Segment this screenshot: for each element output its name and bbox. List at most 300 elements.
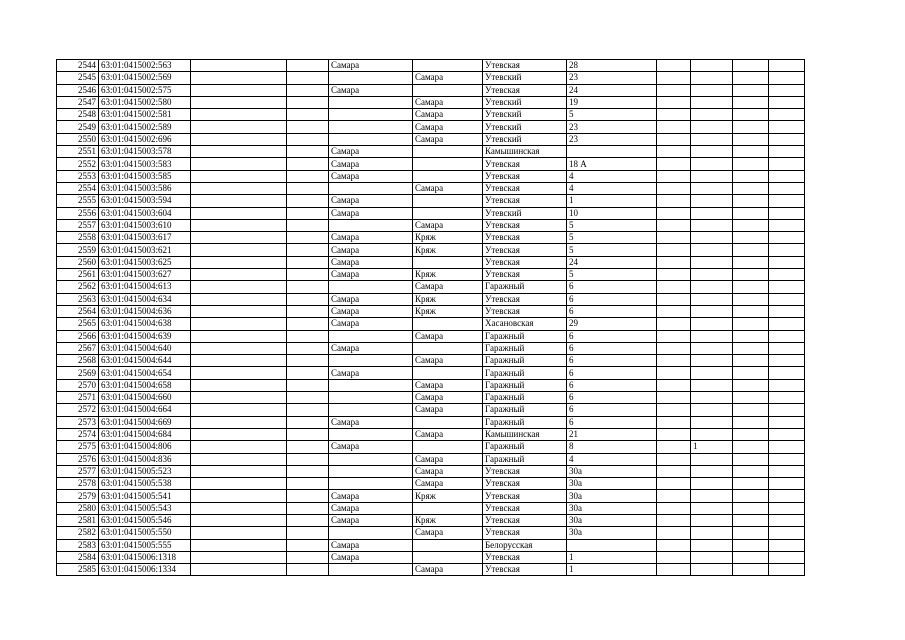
extra-cell: [691, 146, 733, 158]
city-cell: [329, 182, 413, 194]
empty-cell: [657, 539, 691, 551]
extra-cell: [691, 379, 733, 391]
house-cell: 6: [567, 305, 657, 317]
empty-cell: [733, 109, 769, 121]
empty-cell: [287, 133, 329, 145]
empty-cell: [191, 219, 287, 231]
empty-cell: [733, 527, 769, 539]
city-cell: [329, 564, 413, 576]
row-number: 2568: [57, 355, 99, 367]
table-row: [57, 256, 805, 268]
empty-cell: [733, 232, 769, 244]
cadastral-number: 63:01:0415002:563: [99, 60, 191, 72]
empty-cell: [657, 527, 691, 539]
empty-cell: [733, 465, 769, 477]
table-row: [57, 465, 805, 477]
empty-cell: [191, 158, 287, 170]
empty-cell: [733, 514, 769, 526]
extra-cell: [691, 72, 733, 84]
cadastral-number: 63:01:0415004:639: [99, 330, 191, 342]
street-cell: Гаражный: [483, 392, 567, 404]
extra-cell: [691, 551, 733, 563]
empty-cell: [657, 416, 691, 428]
empty-cell: [733, 219, 769, 231]
extra-cell: [691, 232, 733, 244]
cadastral-number: 63:01:0415005:546: [99, 514, 191, 526]
empty-cell: [287, 564, 329, 576]
empty-cell: [191, 416, 287, 428]
house-cell: 6: [567, 416, 657, 428]
extra-cell: [691, 195, 733, 207]
extra-cell: [691, 318, 733, 330]
city-alt-cell: [413, 318, 483, 330]
empty-cell: [657, 502, 691, 514]
cadastral-number: 63:01:0415002:569: [99, 72, 191, 84]
extra-cell: [691, 564, 733, 576]
city-alt-cell: Самара: [413, 465, 483, 477]
city-alt-cell: Самара: [413, 281, 483, 293]
extra-cell: [691, 416, 733, 428]
row-number: 2544: [57, 60, 99, 72]
house-cell: 5: [567, 244, 657, 256]
table-row: [57, 428, 805, 440]
empty-cell: [287, 465, 329, 477]
city-alt-cell: Самара: [413, 564, 483, 576]
empty-cell: [657, 232, 691, 244]
city-alt-cell: [413, 60, 483, 72]
house-cell: 30а: [567, 514, 657, 526]
city-cell: [329, 72, 413, 84]
empty-cell: [191, 121, 287, 133]
city-alt-cell: [413, 551, 483, 563]
empty-cell: [769, 465, 805, 477]
table-row: [57, 219, 805, 231]
empty-cell: [769, 502, 805, 514]
city-cell: [329, 453, 413, 465]
city-cell: Самара: [329, 256, 413, 268]
street-cell: Утевская: [483, 256, 567, 268]
empty-cell: [657, 244, 691, 256]
city-alt-cell: Самара: [413, 379, 483, 391]
cadastral-number: 63:01:0415004:669: [99, 416, 191, 428]
extra-cell: [691, 527, 733, 539]
house-cell: 19: [567, 96, 657, 108]
extra-cell: [691, 182, 733, 194]
table-row: [57, 293, 805, 305]
empty-cell: [287, 109, 329, 121]
empty-cell: [733, 392, 769, 404]
house-cell: 5: [567, 109, 657, 121]
house-cell: 6: [567, 379, 657, 391]
empty-cell: [287, 232, 329, 244]
empty-cell: [657, 269, 691, 281]
city-alt-cell: Самара: [413, 219, 483, 231]
extra-cell: [691, 330, 733, 342]
row-number: 2567: [57, 342, 99, 354]
house-cell: 8: [567, 441, 657, 453]
empty-cell: [769, 232, 805, 244]
empty-cell: [733, 551, 769, 563]
empty-cell: [733, 281, 769, 293]
row-number: 2570: [57, 379, 99, 391]
empty-cell: [191, 305, 287, 317]
empty-cell: [733, 84, 769, 96]
empty-cell: [287, 195, 329, 207]
empty-cell: [733, 330, 769, 342]
street-cell: Утевская: [483, 244, 567, 256]
table-row: [57, 305, 805, 317]
street-cell: Утевская: [483, 564, 567, 576]
cadastral-number: 63:01:0415004:634: [99, 293, 191, 305]
empty-cell: [769, 453, 805, 465]
empty-cell: [733, 72, 769, 84]
city-alt-cell: [413, 502, 483, 514]
street-cell: Утевская: [483, 219, 567, 231]
house-cell: 6: [567, 355, 657, 367]
cadastral-number: 63:01:0415003:578: [99, 146, 191, 158]
empty-cell: [733, 416, 769, 428]
street-cell: Утевский: [483, 96, 567, 108]
house-cell: 1: [567, 195, 657, 207]
city-cell: Самара: [329, 146, 413, 158]
empty-cell: [191, 367, 287, 379]
house-cell: 30а: [567, 502, 657, 514]
empty-cell: [287, 293, 329, 305]
empty-cell: [191, 256, 287, 268]
house-cell: 28: [567, 60, 657, 72]
table-row: [57, 490, 805, 502]
city-alt-cell: Самара: [413, 404, 483, 416]
empty-cell: [769, 84, 805, 96]
empty-cell: [287, 72, 329, 84]
cadastral-number: 63:01:0415004:684: [99, 428, 191, 440]
city-alt-cell: Самара: [413, 478, 483, 490]
cadastral-number: 63:01:0415006:1318: [99, 551, 191, 563]
city-cell: Самара: [329, 514, 413, 526]
row-number: 2581: [57, 514, 99, 526]
empty-cell: [191, 207, 287, 219]
city-cell: Самара: [329, 416, 413, 428]
empty-cell: [191, 527, 287, 539]
city-cell: Самара: [329, 502, 413, 514]
table-row: [57, 146, 805, 158]
empty-cell: [769, 293, 805, 305]
empty-cell: [769, 72, 805, 84]
empty-cell: [769, 121, 805, 133]
empty-cell: [191, 502, 287, 514]
street-cell: Утевский: [483, 72, 567, 84]
row-number: 2569: [57, 367, 99, 379]
empty-cell: [733, 453, 769, 465]
house-cell: 21: [567, 428, 657, 440]
empty-cell: [191, 195, 287, 207]
extra-cell: [691, 170, 733, 182]
cadastral-number: 63:01:0415005:523: [99, 465, 191, 477]
table-row: [57, 60, 805, 72]
city-alt-cell: Самара: [413, 121, 483, 133]
empty-cell: [657, 96, 691, 108]
street-cell: Утевская: [483, 60, 567, 72]
table-body: [57, 60, 805, 576]
cadastral-number: 63:01:0415003:594: [99, 195, 191, 207]
street-cell: Хасановская: [483, 318, 567, 330]
empty-cell: [769, 170, 805, 182]
table-row: [57, 330, 805, 342]
empty-cell: [769, 539, 805, 551]
city-cell: Самара: [329, 342, 413, 354]
empty-cell: [769, 158, 805, 170]
empty-cell: [191, 551, 287, 563]
cadastral-number: 63:01:0415003:627: [99, 269, 191, 281]
row-number: 2564: [57, 305, 99, 317]
empty-cell: [287, 305, 329, 317]
extra-cell: [691, 465, 733, 477]
city-alt-cell: Самара: [413, 330, 483, 342]
empty-cell: [191, 96, 287, 108]
empty-cell: [191, 392, 287, 404]
empty-cell: [733, 564, 769, 576]
table-row: [57, 195, 805, 207]
street-cell: Утевская: [483, 502, 567, 514]
extra-cell: [691, 158, 733, 170]
empty-cell: [769, 527, 805, 539]
house-cell: 23: [567, 133, 657, 145]
city-cell: Самара: [329, 207, 413, 219]
table-row: [57, 379, 805, 391]
house-cell: 23: [567, 121, 657, 133]
city-cell: [329, 478, 413, 490]
house-cell: 18 А: [567, 158, 657, 170]
cadastral-number: 63:01:0415002:581: [99, 109, 191, 121]
table-row: [57, 72, 805, 84]
table-row: [57, 355, 805, 367]
empty-cell: [733, 490, 769, 502]
empty-cell: [191, 293, 287, 305]
empty-cell: [769, 318, 805, 330]
table-row: [57, 244, 805, 256]
house-cell: 29: [567, 318, 657, 330]
row-number: 2585: [57, 564, 99, 576]
table-row: [57, 478, 805, 490]
street-cell: Белорусская: [483, 539, 567, 551]
city-cell: [329, 465, 413, 477]
house-cell: 4: [567, 182, 657, 194]
row-number: 2584: [57, 551, 99, 563]
extra-cell: [691, 490, 733, 502]
cadastral-number: 63:01:0415004:664: [99, 404, 191, 416]
city-cell: Самара: [329, 490, 413, 502]
row-number: 2558: [57, 232, 99, 244]
extra-cell: [691, 428, 733, 440]
extra-cell: [691, 133, 733, 145]
cadastral-number: 63:01:0415004:644: [99, 355, 191, 367]
house-cell: 24: [567, 84, 657, 96]
row-number: 2550: [57, 133, 99, 145]
empty-cell: [287, 158, 329, 170]
empty-cell: [657, 133, 691, 145]
empty-cell: [657, 170, 691, 182]
empty-cell: [657, 109, 691, 121]
city-alt-cell: Самара: [413, 182, 483, 194]
empty-cell: [733, 182, 769, 194]
table-row: [57, 564, 805, 576]
cadastral-number: 63:01:0415003:610: [99, 219, 191, 231]
street-cell: Гаражный: [483, 453, 567, 465]
empty-cell: [191, 133, 287, 145]
table-row: [57, 133, 805, 145]
row-number: 2553: [57, 170, 99, 182]
empty-cell: [769, 133, 805, 145]
table-row: [57, 170, 805, 182]
row-number: 2546: [57, 84, 99, 96]
city-cell: Самара: [329, 318, 413, 330]
empty-cell: [769, 342, 805, 354]
empty-cell: [287, 281, 329, 293]
empty-cell: [769, 514, 805, 526]
row-number: 2582: [57, 527, 99, 539]
cadastral-number: 63:01:0415004:613: [99, 281, 191, 293]
city-alt-cell: [413, 441, 483, 453]
row-number: 2576: [57, 453, 99, 465]
table-row: [57, 527, 805, 539]
table-row: [57, 232, 805, 244]
cadastral-number: 63:01:0415004:638: [99, 318, 191, 330]
table-row: [57, 551, 805, 563]
empty-cell: [657, 281, 691, 293]
empty-cell: [287, 392, 329, 404]
empty-cell: [287, 84, 329, 96]
table-row: [57, 281, 805, 293]
row-number: 2573: [57, 416, 99, 428]
empty-cell: [769, 330, 805, 342]
empty-cell: [657, 84, 691, 96]
empty-cell: [287, 428, 329, 440]
empty-cell: [657, 441, 691, 453]
empty-cell: [191, 514, 287, 526]
empty-cell: [657, 355, 691, 367]
extra-cell: [691, 244, 733, 256]
row-number: 2547: [57, 96, 99, 108]
empty-cell: [733, 60, 769, 72]
empty-cell: [287, 514, 329, 526]
empty-cell: [733, 207, 769, 219]
empty-cell: [191, 281, 287, 293]
empty-cell: [657, 453, 691, 465]
street-cell: Утевская: [483, 84, 567, 96]
empty-cell: [769, 416, 805, 428]
empty-cell: [657, 318, 691, 330]
city-alt-cell: Самара: [413, 428, 483, 440]
city-cell: [329, 109, 413, 121]
empty-cell: [657, 465, 691, 477]
empty-cell: [191, 342, 287, 354]
empty-cell: [733, 539, 769, 551]
city-alt-cell: [413, 367, 483, 379]
city-cell: Самара: [329, 551, 413, 563]
cadastral-number: 63:01:0415004:654: [99, 367, 191, 379]
house-cell: 23: [567, 72, 657, 84]
empty-cell: [287, 342, 329, 354]
table-row: [57, 514, 805, 526]
row-number: 2565: [57, 318, 99, 330]
empty-cell: [657, 158, 691, 170]
empty-cell: [191, 539, 287, 551]
empty-cell: [769, 269, 805, 281]
table-row: [57, 342, 805, 354]
cadastral-number: 63:01:0415002:580: [99, 96, 191, 108]
table-row: [57, 453, 805, 465]
empty-cell: [657, 195, 691, 207]
house-cell: 24: [567, 256, 657, 268]
city-cell: [329, 379, 413, 391]
row-number: 2549: [57, 121, 99, 133]
empty-cell: [287, 146, 329, 158]
empty-cell: [287, 182, 329, 194]
empty-cell: [287, 416, 329, 428]
table-row: [57, 121, 805, 133]
empty-cell: [287, 527, 329, 539]
city-alt-cell: Кряж: [413, 232, 483, 244]
street-cell: Гаражный: [483, 281, 567, 293]
table-row: [57, 404, 805, 416]
street-cell: Утевская: [483, 551, 567, 563]
extra-cell: [691, 305, 733, 317]
cadastral-number: 63:01:0415005:550: [99, 527, 191, 539]
street-cell: Утевский: [483, 109, 567, 121]
street-cell: Утевская: [483, 490, 567, 502]
cadastral-number: 63:01:0415003:585: [99, 170, 191, 182]
city-cell: Самара: [329, 84, 413, 96]
empty-cell: [191, 109, 287, 121]
city-cell: [329, 404, 413, 416]
extra-cell: [691, 256, 733, 268]
city-cell: Самара: [329, 305, 413, 317]
row-number: 2559: [57, 244, 99, 256]
empty-cell: [733, 355, 769, 367]
city-alt-cell: Самара: [413, 109, 483, 121]
empty-cell: [769, 146, 805, 158]
empty-cell: [733, 269, 769, 281]
city-alt-cell: Самара: [413, 355, 483, 367]
table-row: [57, 502, 805, 514]
empty-cell: [191, 490, 287, 502]
empty-cell: [287, 207, 329, 219]
row-number: 2563: [57, 293, 99, 305]
city-cell: [329, 121, 413, 133]
city-alt-cell: Кряж: [413, 305, 483, 317]
street-cell: Гаражный: [483, 416, 567, 428]
empty-cell: [733, 379, 769, 391]
row-number: 2560: [57, 256, 99, 268]
city-alt-cell: [413, 256, 483, 268]
empty-cell: [769, 404, 805, 416]
extra-cell: [691, 219, 733, 231]
city-alt-cell: Самара: [413, 527, 483, 539]
empty-cell: [769, 195, 805, 207]
empty-cell: [657, 392, 691, 404]
city-cell: Самара: [329, 232, 413, 244]
empty-cell: [657, 146, 691, 158]
empty-cell: [191, 146, 287, 158]
empty-cell: [657, 367, 691, 379]
extra-cell: [691, 392, 733, 404]
empty-cell: [287, 219, 329, 231]
extra-cell: [691, 281, 733, 293]
extra-cell: [691, 502, 733, 514]
empty-cell: [191, 72, 287, 84]
row-number: 2579: [57, 490, 99, 502]
city-cell: [329, 219, 413, 231]
